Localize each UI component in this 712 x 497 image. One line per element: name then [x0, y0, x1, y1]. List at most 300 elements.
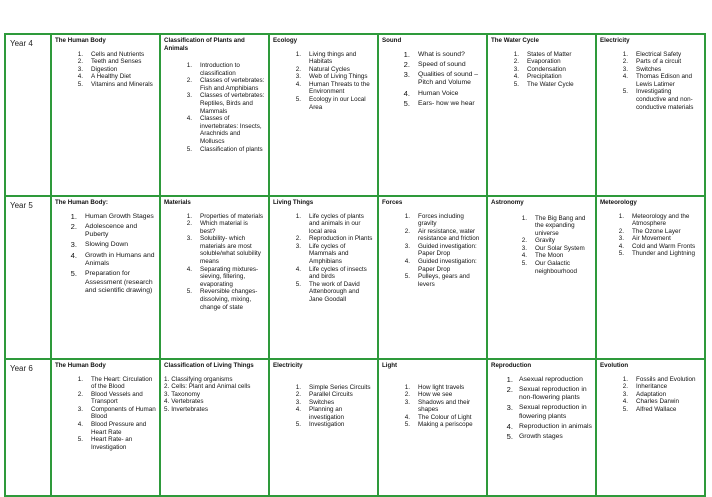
list-text: Reversible changes- dissolving, mixing, change of state — [200, 288, 258, 311]
list-text: Human Growth Stages — [85, 212, 154, 220]
topic-cell-evolution — [596, 359, 705, 496]
list-text: Preparation for Assessment (research and scientific drawing) — [85, 270, 153, 294]
list-number: 2. — [506, 384, 513, 394]
topic-list-item — [73, 406, 156, 421]
topic-list — [382, 51, 483, 109]
list-number: 2. — [404, 227, 410, 235]
topic-list-item — [618, 406, 701, 414]
list-text: Reproduction in animals — [519, 422, 592, 430]
list-text: Parts of a circuit — [636, 58, 682, 66]
list-text: Blood Pressure and Heart Rate — [91, 421, 147, 436]
topic-title: Living Things — [273, 199, 314, 206]
topic-list — [600, 376, 701, 414]
list-text: Web of Living Things — [309, 73, 368, 81]
list-number: 4. — [622, 73, 628, 81]
topic-list-item — [164, 391, 265, 399]
list-number: 5. — [164, 405, 170, 413]
list-text: Gravity — [535, 237, 555, 245]
list-text: Cold and Warm Fronts — [632, 242, 696, 250]
list-text: Guided investigation: Paper Drop — [418, 242, 477, 258]
list-text: Human Threats to the Environment — [309, 80, 370, 96]
topic-list-item — [618, 58, 701, 66]
topic-list-item — [65, 241, 156, 249]
topic-list-item — [517, 245, 592, 253]
year-row — [5, 34, 705, 196]
list-number: 2. — [70, 221, 77, 231]
topic-title: The Human Body — [55, 362, 106, 369]
topic-list-item — [501, 404, 592, 421]
list-number: 1. — [164, 375, 170, 383]
topic-list-item — [291, 81, 374, 96]
list-text: Precipitation — [527, 73, 562, 81]
list-text: Ears- how we hear — [418, 99, 475, 107]
list-text: Components of Human Blood — [91, 405, 156, 421]
topic-list-item — [291, 243, 374, 266]
list-text: Forces including gravity — [418, 212, 464, 228]
curriculum-overview-table — [4, 33, 704, 479]
list-number: 4. — [77, 421, 83, 429]
list-text: Electrical Safety — [636, 50, 682, 58]
topic-cell-sound — [378, 34, 487, 196]
list-number: 3. — [622, 65, 628, 73]
list-number: 4. — [506, 421, 513, 431]
topic-list-item — [182, 235, 265, 265]
topic-cell-the-human-body — [51, 359, 160, 496]
list-text: Classes of vertebrates: Fish and Amphibians — [200, 77, 265, 92]
topic-list-item — [618, 66, 701, 74]
list-text: Parallel Circuits — [309, 391, 353, 399]
topic-cell-astronomy — [487, 196, 596, 359]
topic-list-item — [400, 414, 483, 422]
topic-list-item — [291, 51, 374, 66]
list-text: Evaporation — [527, 58, 561, 66]
list-text: Shadows and their shapes — [418, 398, 471, 414]
topic-list-item — [291, 384, 374, 392]
topic-title: Classification of Living Things — [164, 362, 254, 369]
list-text: Cells: Plant and Animal cells — [171, 383, 251, 391]
list-text: Investigating conductive and non-conductive materials — [636, 88, 694, 111]
topic-list-item — [614, 250, 701, 258]
list-number: 1. — [186, 62, 192, 69]
list-text: The Water Cycle — [527, 80, 574, 88]
topic-list-item — [65, 270, 156, 295]
topic-list-item — [400, 391, 483, 399]
list-number: 3. — [404, 242, 410, 250]
list-number: 3. — [186, 92, 192, 100]
list-number: 2. — [403, 59, 410, 69]
list-text: Heart Rate- an Investigation — [91, 436, 133, 451]
list-number: 5. — [77, 80, 83, 88]
year-label: Year 4 — [5, 34, 51, 196]
topic-list-item — [65, 223, 156, 240]
list-number: 1. — [70, 211, 77, 221]
topic-list — [273, 213, 374, 304]
list-number: 2. — [295, 235, 301, 243]
list-number: 3. — [404, 398, 410, 406]
list-text: Teeth and Senses — [91, 58, 142, 66]
list-number: 2. — [164, 383, 170, 391]
topic-list — [491, 51, 592, 89]
list-number: 3. — [521, 244, 527, 252]
topic-cell-light — [378, 359, 487, 496]
topic-list — [491, 215, 592, 276]
list-text: Life cycles of Mammals and Amphibians — [309, 242, 349, 266]
topic-list-item — [291, 213, 374, 236]
topic-cell-electricity — [269, 359, 378, 496]
list-text: Introduction to classification — [200, 62, 240, 77]
list-number: 4. — [295, 406, 301, 414]
list-text: Reproduction in Plants — [309, 235, 373, 243]
list-text: Condensation — [527, 65, 566, 73]
topic-list-item — [73, 376, 156, 391]
list-number: 1. — [622, 50, 628, 58]
topic-list — [164, 213, 265, 312]
list-number: 5. — [513, 80, 519, 88]
list-text: Inheritance — [636, 383, 668, 391]
list-text: Taxonomy — [171, 390, 200, 398]
topic-title: The Human Body: — [55, 199, 108, 206]
topic-list-item — [164, 376, 265, 384]
list-text: How we see — [418, 391, 453, 399]
topic-cell-materials — [160, 196, 269, 359]
list-number: 4. — [403, 88, 410, 98]
topic-list-item — [164, 406, 265, 414]
topic-list-item — [291, 281, 374, 304]
list-text: A Healthy Diet — [91, 73, 131, 81]
list-text: Thunder and Lightning — [632, 250, 696, 258]
topic-list-item — [400, 258, 483, 273]
list-text: Thomas Edison and Lewis Latimer — [636, 73, 693, 88]
topic-list-item — [182, 146, 265, 154]
list-number: 1. — [77, 375, 83, 383]
list-number: 4. — [295, 80, 301, 88]
topic-list — [164, 376, 265, 414]
topic-title: The Human Body — [55, 37, 106, 44]
list-number: 1. — [295, 212, 301, 220]
topic-list-item — [618, 391, 701, 399]
topic-list-item — [291, 406, 374, 421]
topic-list-item — [618, 51, 701, 59]
list-number: 4. — [186, 115, 192, 123]
topic-list-item — [291, 399, 374, 407]
list-number: 1. — [403, 49, 410, 59]
topic-list-item — [509, 81, 592, 89]
year-row — [5, 359, 705, 496]
topic-list — [55, 51, 156, 89]
list-text: Meteorology and the Atmosphere — [632, 212, 690, 228]
list-text: States of Matter — [527, 50, 572, 58]
list-text: Sexual reproduction in flowering plants — [519, 404, 587, 420]
list-text: The Colour of Light — [418, 413, 472, 421]
list-text: Adolescence and Puberty — [85, 222, 138, 239]
list-number: 5. — [618, 250, 624, 258]
topic-list-item — [400, 228, 483, 243]
topic-cell-electricity — [596, 34, 705, 196]
list-number: 4. — [186, 265, 192, 273]
list-text: Growth stages — [519, 433, 563, 441]
list-text: Investigation — [309, 421, 345, 429]
topic-list-item — [501, 376, 592, 384]
list-number: 4. — [404, 258, 410, 266]
topic-list — [491, 376, 592, 442]
topic-title: Astronomy — [491, 199, 524, 206]
topic-list — [164, 62, 265, 153]
list-text: Asexual reproduction — [519, 375, 583, 383]
topic-list-item — [400, 61, 483, 69]
topic-list-item — [400, 399, 483, 414]
curriculum-grid — [4, 33, 706, 497]
topic-list-item — [73, 436, 156, 451]
list-number: 1. — [622, 375, 628, 383]
topic-list-item — [509, 51, 592, 59]
list-number: 5. — [622, 405, 628, 413]
topic-list-item — [618, 88, 701, 111]
list-text: Human Voice — [418, 89, 459, 97]
topic-list — [273, 51, 374, 112]
topic-list-item — [65, 252, 156, 269]
list-number: 5. — [295, 280, 301, 288]
list-text: Charles Darwin — [636, 398, 680, 406]
topic-list-item — [182, 213, 265, 221]
list-number: 2. — [77, 390, 83, 398]
list-text: Planning an investigation — [309, 406, 345, 421]
list-number: 1. — [513, 50, 519, 58]
list-number: 1. — [295, 50, 301, 58]
topic-list-item — [182, 62, 265, 77]
list-text: Our Galactic neighbourhood — [535, 260, 578, 275]
list-text: Growth in Humans and Animals — [85, 251, 155, 267]
list-number: 4. — [164, 398, 170, 406]
list-number: 2. — [186, 77, 192, 85]
list-number: 1. — [77, 50, 83, 58]
topic-list-item — [164, 383, 265, 391]
topic-cell-the-human-body — [51, 34, 160, 196]
list-number: 3. — [295, 398, 301, 406]
topic-list-item — [614, 243, 701, 251]
list-number: 3. — [77, 65, 83, 73]
list-number: 4. — [295, 265, 301, 273]
topic-list-item — [73, 58, 156, 66]
list-text: Air Movement — [632, 235, 671, 243]
topic-title: The Water Cycle — [491, 37, 539, 44]
list-text: Blood Vessels and Transport — [91, 390, 143, 406]
list-number: 3. — [506, 403, 513, 413]
topic-list-item — [509, 73, 592, 81]
topic-list-item — [65, 213, 156, 221]
topic-list-item — [501, 423, 592, 431]
list-text: The Moon — [535, 252, 564, 260]
topic-list-item — [182, 288, 265, 311]
topic-list-item — [73, 73, 156, 81]
list-text: Switches — [636, 65, 662, 73]
list-text: Classifying organisms — [171, 375, 233, 383]
topic-list-item — [517, 237, 592, 245]
list-number: 3. — [618, 235, 624, 243]
list-number: 3. — [295, 242, 301, 250]
topic-title: Materials — [164, 199, 191, 206]
list-number: 1. — [618, 212, 624, 220]
year-label: Year 5 — [5, 196, 51, 359]
topic-list-item — [182, 77, 265, 92]
list-number: 5. — [77, 436, 83, 444]
list-number: 4. — [521, 252, 527, 260]
topic-list-item — [400, 421, 483, 429]
list-text: Guided investigation: Paper Drop — [418, 258, 477, 273]
topic-list-item — [182, 92, 265, 115]
list-number: 4. — [70, 250, 77, 260]
topic-list-item — [182, 115, 265, 145]
list-text: Adaptation — [636, 390, 667, 398]
topic-list-item — [509, 66, 592, 74]
topic-title: Sound — [382, 37, 402, 44]
topic-list-item — [614, 235, 701, 243]
list-text: Speed of sound — [418, 60, 466, 68]
list-number: 5. — [404, 421, 410, 429]
topic-list-item — [73, 51, 156, 59]
topic-list-item — [501, 433, 592, 441]
list-number: 2. — [295, 65, 301, 73]
topic-list-item — [164, 398, 265, 406]
topic-list-item — [291, 96, 374, 111]
topic-list-item — [618, 73, 701, 88]
list-number: 2. — [521, 237, 527, 245]
list-text: The Heart: Circulation of the Blood — [91, 375, 153, 391]
list-number: 2. — [295, 391, 301, 399]
list-text: Vertebrates — [171, 398, 204, 406]
list-text: The Big Bang and the expanding universe — [535, 214, 586, 237]
topic-cell-ecology — [269, 34, 378, 196]
list-number: 2. — [77, 58, 83, 66]
topic-list-item — [400, 100, 483, 108]
list-number: 1. — [404, 212, 410, 220]
list-text: Properties of materials — [200, 212, 263, 220]
list-text: Vitamins and Minerals — [91, 80, 153, 88]
list-number: 5. — [295, 96, 301, 104]
list-text: Life cycles of plants and animals in our local area — [309, 212, 364, 235]
topic-title: Evolution — [600, 362, 629, 369]
topic-title: Electricity — [273, 362, 303, 369]
topic-list-item — [291, 266, 374, 281]
list-number: 3. — [164, 390, 170, 398]
list-number: 2. — [622, 383, 628, 391]
topic-title: Reproduction — [491, 362, 532, 369]
list-text: Solubility- which materials are most soluble/what solubility means — [200, 235, 261, 266]
list-text: Natural Cycles — [309, 65, 350, 73]
topic-list-item — [291, 66, 374, 74]
list-number: 1. — [186, 212, 192, 220]
list-number: 2. — [618, 227, 624, 235]
list-text: Classification of plants — [200, 145, 263, 153]
list-number: 1. — [506, 374, 513, 384]
topic-title: Ecology — [273, 37, 298, 44]
topic-list-item — [400, 384, 483, 392]
topic-list-item — [517, 215, 592, 238]
topic-list-item — [73, 81, 156, 89]
topic-cell-the-human-body — [51, 196, 160, 359]
list-number: 5. — [186, 145, 192, 153]
list-number: 4. — [622, 398, 628, 406]
topic-cell-meteorology — [596, 196, 705, 359]
list-number: 1. — [295, 383, 301, 391]
topic-list — [273, 384, 374, 430]
list-number: 4. — [77, 73, 83, 81]
list-number: 2. — [404, 391, 410, 399]
list-text: Slowing Down — [85, 241, 129, 249]
list-number: 3. — [77, 405, 83, 413]
topic-list-item — [614, 228, 701, 236]
topic-list-item — [291, 73, 374, 81]
topic-list — [382, 384, 483, 430]
list-text: Invertebrates — [171, 405, 209, 413]
topic-list-item — [614, 213, 701, 228]
list-number: 5. — [506, 432, 513, 442]
list-text: Separating mixtures- sieving, filtering, evaporating — [200, 265, 259, 288]
list-number: 3. — [403, 70, 410, 80]
list-text: Classes of vertebrates: Reptiles, Birds and Mammals — [200, 92, 265, 115]
list-number: 5. — [403, 98, 410, 108]
topic-list — [382, 213, 483, 289]
topic-list-item — [618, 398, 701, 406]
list-number: 4. — [513, 73, 519, 81]
list-number: 1. — [521, 214, 527, 222]
topic-list-item — [618, 376, 701, 384]
list-text: Pulleys, gears and levers — [418, 273, 470, 288]
topic-list-item — [517, 252, 592, 260]
list-text: The work of David Attenborough and Jane Goodall — [309, 280, 360, 304]
topic-cell-living-things — [269, 196, 378, 359]
list-text: Fossils and Evolution — [636, 375, 696, 383]
year-row — [5, 196, 705, 359]
list-text: Classes of invertebrates: Insects, Arachnids and Molluscs — [200, 115, 262, 145]
topic-list-item — [400, 243, 483, 258]
topic-list-item — [73, 421, 156, 436]
list-number: 3. — [186, 235, 192, 243]
topic-list-item — [501, 386, 592, 403]
list-number: 5. — [622, 88, 628, 96]
list-text: Cells and Nutrients — [91, 50, 145, 58]
list-number: 5. — [521, 260, 527, 268]
topic-list-item — [182, 220, 265, 235]
topic-cell-classification-of-living-things — [160, 359, 269, 496]
list-text: Our Solar System — [535, 244, 585, 252]
list-number: 3. — [70, 240, 77, 250]
topic-list-item — [400, 90, 483, 98]
list-text: Air resistance, water resistance and friction — [418, 227, 480, 243]
list-number: 5. — [295, 421, 301, 429]
topic-title: Classification of Plants and Animals — [164, 37, 245, 52]
list-text: How light travels — [418, 383, 465, 391]
list-number: 2. — [622, 58, 628, 66]
list-text: What is sound? — [418, 50, 465, 58]
list-text: Digestion — [91, 65, 118, 73]
topic-list — [55, 376, 156, 452]
list-number: 3. — [513, 65, 519, 73]
topic-list-item — [517, 260, 592, 275]
topic-list — [55, 213, 156, 296]
list-number: 3. — [295, 73, 301, 81]
topic-title: Meteorology — [600, 199, 637, 206]
topic-list-item — [400, 71, 483, 88]
list-text: Life cycles of insects and birds — [309, 265, 367, 281]
topic-list-item — [509, 58, 592, 66]
list-number: 4. — [618, 242, 624, 250]
list-text: Living things and Habitats — [309, 50, 357, 66]
topic-cell-forces — [378, 196, 487, 359]
list-number: 1. — [404, 383, 410, 391]
list-number: 2. — [186, 220, 192, 228]
list-number: 2. — [513, 58, 519, 66]
list-text: Sexual reproduction in non-flowering plants — [519, 385, 587, 402]
